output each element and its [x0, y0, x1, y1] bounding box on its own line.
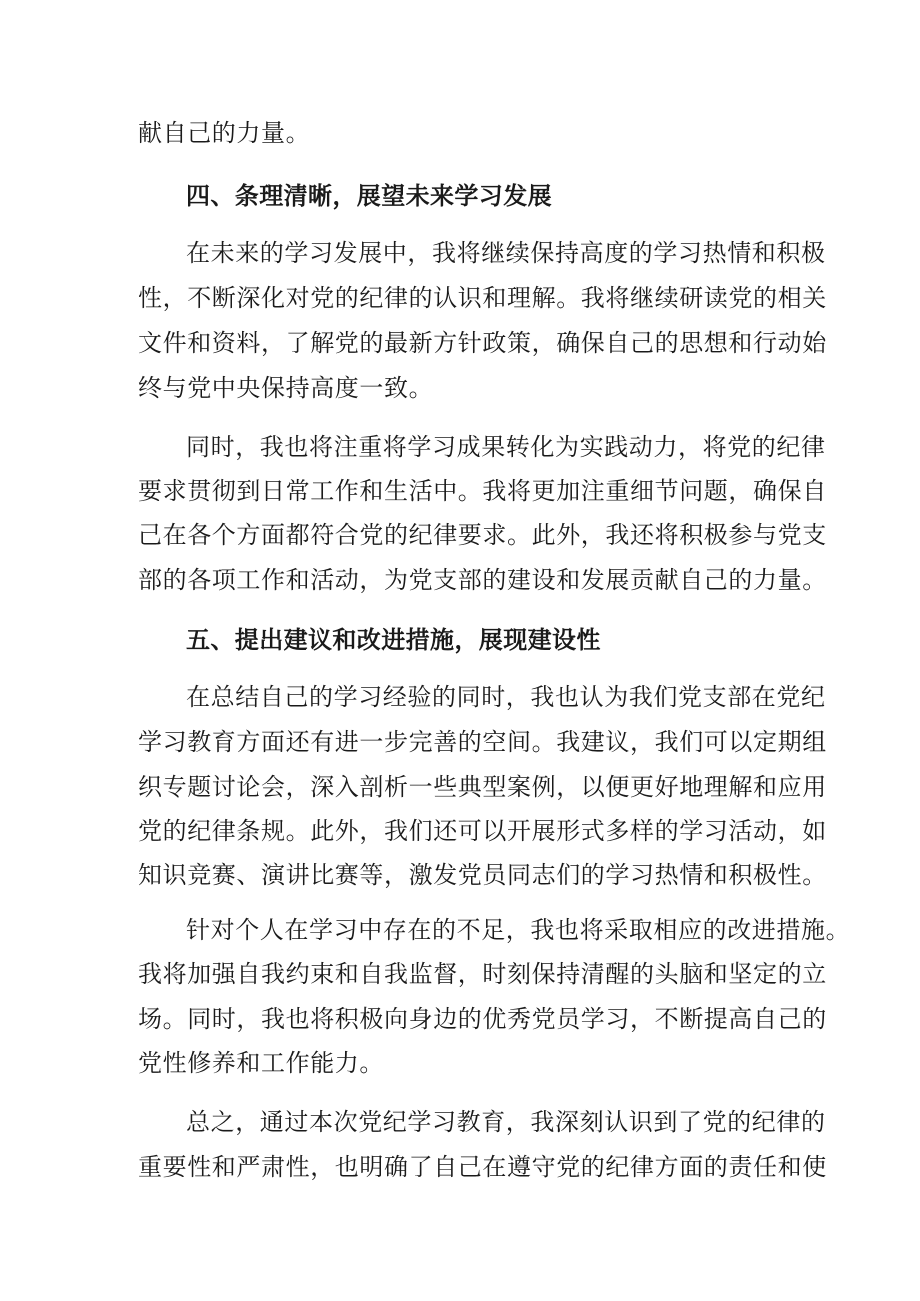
paragraph-line: 党性修养和工作能力。: [138, 1049, 384, 1077]
paragraph-line: 总之，通过本次党纪学习教育，我深刻认识到了党的纪律的: [186, 1108, 826, 1136]
paragraph-line: 织专题讨论会，深入剖析一些典型案例，以便更好地理解和应用: [138, 773, 827, 801]
paragraph-line: 文件和资料，了解党的最新方针政策，确保自己的思想和行动始: [138, 329, 827, 357]
paragraph-line: 场。同时，我也将积极向身边的优秀党员学习，不断提高自己的: [138, 1005, 827, 1033]
paragraph-line: 在未来的学习发展中，我将继续保持高度的学习热情和积极: [186, 239, 826, 267]
paragraph-line: 同时，我也将注重将学习成果转化为实践动力，将党的纪律: [186, 433, 826, 461]
paragraph-line: 部的各项工作和活动，为党支部的建设和发展贡献自己的力量。: [138, 566, 827, 594]
paragraph-line: 己在各个方面都符合党的纪律要求。此外，我还将积极参与党支: [138, 521, 827, 549]
paragraph-line: 党的纪律条规。此外，我们还可以开展形式多样的学习活动，如: [138, 817, 827, 845]
paragraph-line: 性，不断深化对党的纪律的认识和理解。我将继续研读党的相关: [138, 284, 827, 312]
paragraph-line: 在总结自己的学习经验的同时，我也认为我们党支部在党纪: [186, 683, 826, 711]
paragraph-line: 我将加强自我约束和自我监督，时刻保持清醒的头脑和坚定的立: [138, 960, 827, 988]
paragraph-line: 终与党中央保持高度一致。: [138, 374, 434, 402]
section-heading-4: 四、条理清晰，展望未来学习发展: [186, 182, 552, 210]
paragraph-line: 针对个人在学习中存在的不足，我也将采取相应的改进措施。: [186, 916, 851, 944]
paragraph-line: 要求贯彻到日常工作和生活中。我将更加注重细节问题，确保自: [138, 477, 827, 505]
paragraph-line: 知识竞赛、演讲比赛等，激发党员同志们的学习热情和积极性。: [138, 861, 827, 889]
paragraph-line: 重要性和严肃性，也明确了自己在遵守党的纪律方面的责任和使: [138, 1153, 827, 1181]
paragraph-line: 献自己的力量。: [138, 119, 311, 147]
section-heading-5: 五、提出建议和改进措施，展现建设性: [186, 626, 601, 654]
paragraph-line: 学习教育方面还有进一步完善的空间。我建议，我们可以定期组: [138, 728, 827, 756]
